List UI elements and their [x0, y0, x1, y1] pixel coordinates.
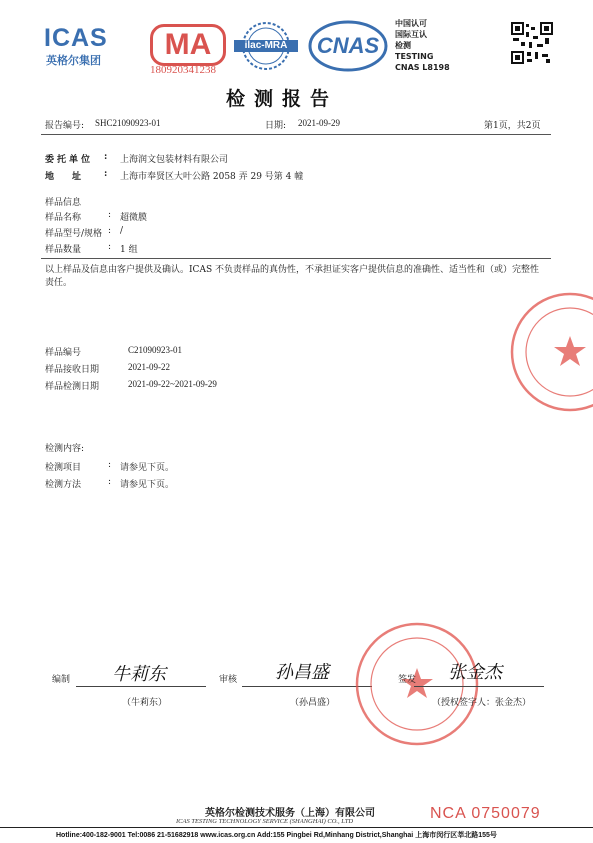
sample-date-label: 样品编号	[45, 348, 82, 358]
ma-phone: 180920341238	[150, 64, 216, 76]
sample-date-label: 样品接收日期	[45, 365, 100, 375]
cnas-logo	[308, 20, 388, 72]
icas-logo	[44, 24, 108, 53]
reviewed-name: （孙昌盛）	[290, 698, 336, 708]
disclaimer: 以上样品及信息由客户提供及确认。ICAS 不负责样品的真伪性，不承担证实客户提供信息的准确性、适当性和（或）完整性责任。	[45, 265, 539, 288]
report-title: 检测报告	[226, 88, 339, 110]
cnas-line: 国际互认	[395, 30, 427, 39]
sample-row-value: /	[120, 226, 124, 236]
address-colon: :	[104, 169, 108, 179]
cnas-line: 检测	[395, 41, 411, 50]
page-info: 第1页，共2页	[484, 121, 541, 131]
approved-signature: 张金杰	[448, 662, 502, 683]
sample-row-value: 1 组	[120, 245, 138, 255]
cnas-line: TESTING	[395, 52, 434, 61]
sample-date-label: 样品检测日期	[45, 382, 100, 392]
address-value: 上海市奉贤区大叶公路 2058 弄 29 号第 4 幢	[120, 172, 304, 182]
footer-divider	[0, 827, 593, 828]
compiled-label: 编制	[52, 675, 71, 685]
cnas-accreditation-text	[395, 18, 450, 73]
client-colon: :	[104, 152, 108, 162]
client-value: 上海润文包装材料有限公司	[120, 155, 229, 165]
compiled-line	[76, 686, 206, 687]
test-row-label: 检测项目	[45, 463, 82, 473]
date-label: 日期:	[265, 121, 287, 131]
test-row-sep: :	[108, 477, 112, 487]
cnas-logo-text: CNAS	[316, 33, 380, 58]
report-date: 2021-09-29	[298, 118, 340, 128]
divider-mid	[41, 258, 551, 259]
address-label: 地 址	[45, 172, 82, 182]
sample-row-sep: :	[108, 226, 112, 236]
compiled-signature: 牛莉东	[112, 664, 166, 685]
icas-logo-text: ICAS	[44, 24, 108, 52]
ilac-logo-text: ilac-MRA	[244, 40, 288, 51]
footer-contact: Hotline:400-182-9001 Tel:0086 21-51682918 www.icas.org.cn Add:155 Pingbei Rd,Minhang District,Shanghai 上海市闵行区莘北路155号	[56, 832, 497, 839]
sample-info-title: 样品信息	[45, 198, 82, 208]
test-content-title: 检测内容:	[45, 444, 85, 454]
ma-logo-text: MA	[164, 28, 212, 61]
sample-date-value: 2021-09-22	[128, 362, 170, 372]
reviewed-label: 审核	[219, 675, 238, 685]
serial-prefix: NCA	[430, 805, 466, 822]
official-stamp-right	[505, 290, 593, 415]
divider-top	[41, 134, 551, 135]
serial-no: 0750079	[471, 805, 541, 822]
approved-line	[414, 686, 544, 687]
test-row-label: 检测方法	[45, 480, 82, 490]
icas-cn-label: 英格尔集团	[46, 54, 101, 67]
sample-date-value: 2021-09-22~2021-09-29	[128, 379, 217, 389]
report-no-label: 报告编号:	[45, 121, 85, 131]
footer-company-cn: 英格尔检测技术服务（上海）有限公司	[205, 808, 375, 819]
sample-row-label: 样品型号/规格	[45, 229, 103, 239]
test-row-value: 请参见下页。	[120, 480, 175, 490]
compiled-name: （牛莉东）	[122, 698, 168, 708]
qr-code	[511, 22, 553, 64]
report-no: SHC21090923-01	[95, 118, 161, 128]
cnas-line: 中国认可	[395, 19, 427, 28]
sample-row-sep: :	[108, 242, 112, 252]
reviewed-signature: 孙昌盛	[275, 662, 329, 683]
test-row-value: 请参见下页。	[120, 463, 175, 473]
serial-number	[430, 805, 541, 823]
ma-logo	[150, 24, 226, 66]
test-row-sep: :	[108, 460, 112, 470]
cnas-line: CNAS L8198	[395, 63, 450, 72]
approved-label: 签发	[398, 675, 417, 685]
client-label: 委托单位	[45, 155, 94, 165]
sample-row-sep: :	[108, 210, 112, 220]
official-stamp-signature	[353, 620, 481, 748]
approved-name: （授权签字人：张金杰）	[432, 698, 532, 708]
sample-date-value: C21090923-01	[128, 345, 182, 355]
sample-row-label: 样品名称	[45, 213, 82, 223]
ilac-mra-logo	[232, 20, 300, 72]
footer-company-en: ICAS TESTING TECHNOLOGY SERVICE (SHANGHAI) CO., LTD	[176, 818, 354, 825]
sample-row-value: 超微膜	[120, 213, 148, 223]
sample-row-label: 样品数量	[45, 245, 82, 255]
